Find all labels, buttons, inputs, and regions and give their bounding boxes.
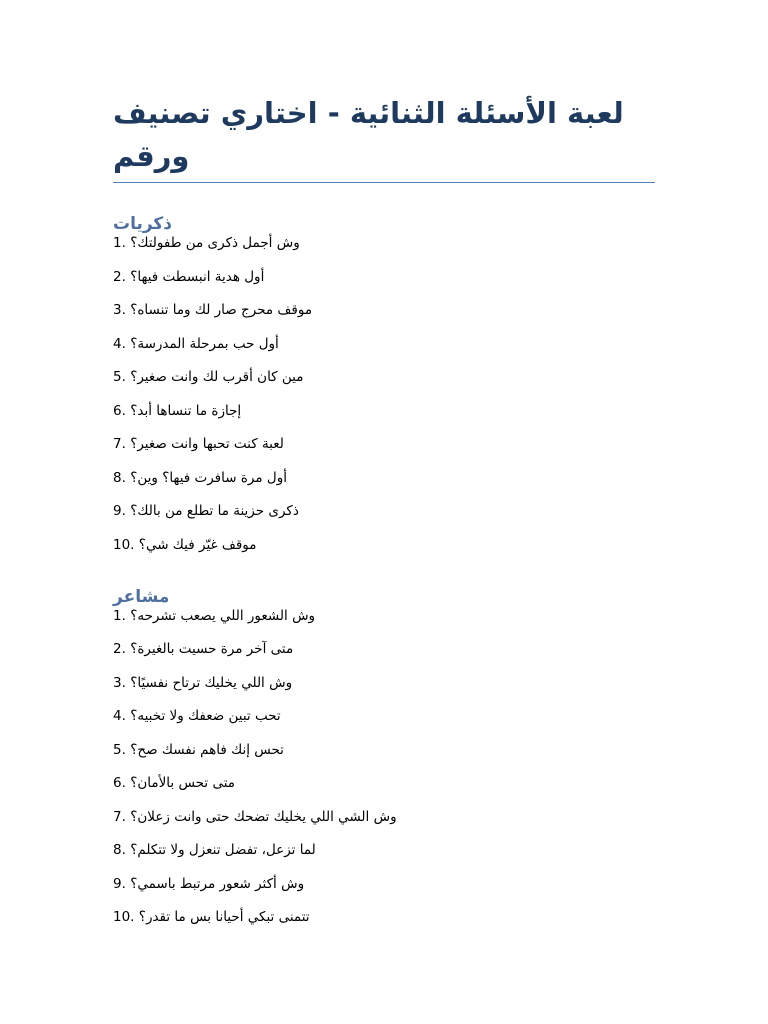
question-number: 1. — [113, 235, 126, 251]
list-item — [113, 336, 655, 353]
question-text: موقف محرج صار لك وما تنساه؟ — [130, 302, 313, 318]
list-item — [113, 436, 655, 453]
question-number: 9. — [113, 875, 126, 892]
question-text: لما تزعل، تفضل تنعزل ولا تتكلم؟ — [130, 842, 316, 858]
list-item — [113, 608, 655, 625]
question-number: 9. — [113, 503, 126, 519]
question-list — [113, 608, 655, 927]
question-text: لعبة كنت تحبها وانت صغير؟ — [130, 436, 284, 452]
question-text: أول مرة سافرت فيها؟ وين؟ — [130, 469, 287, 486]
question-text: وش أجمل ذكرى من طفولتك؟ — [130, 235, 300, 251]
question-number: 7. — [113, 436, 126, 452]
question-text: وش الشي اللي يخليك تضحك حتى وانت زعلان؟ — [130, 808, 397, 825]
question-text: مين كان أقرب لك وانت صغير؟ — [130, 369, 304, 385]
document-page — [113, 92, 655, 926]
list-item — [113, 809, 655, 826]
question-number: 1. — [113, 607, 126, 624]
question-number: 7. — [113, 808, 126, 825]
section-feelings — [113, 586, 655, 927]
question-text: موقف غيّر فيك شي؟ — [138, 536, 257, 553]
question-text: متى تحس بالأمان؟ — [130, 775, 236, 791]
list-item — [113, 403, 655, 420]
question-text: أول هدية انبسطت فيها؟ — [130, 268, 265, 285]
question-number: 4. — [113, 335, 126, 352]
question-number: 8. — [113, 469, 126, 486]
list-item — [113, 503, 655, 520]
list-item — [113, 775, 655, 792]
question-number: 2. — [113, 641, 126, 657]
question-text: وش اللي يخليك ترتاح نفسيًا؟ — [130, 674, 293, 691]
section-memories — [113, 213, 655, 554]
list-item — [113, 537, 655, 554]
question-number: 3. — [113, 674, 126, 691]
question-number: 8. — [113, 842, 126, 858]
section-heading: ذكريات — [113, 214, 173, 234]
question-number: 5. — [113, 741, 126, 758]
question-text: تحب تبين ضعفك ولا تخبيه؟ — [130, 708, 281, 724]
list-item — [113, 302, 655, 319]
section-heading: مشاعر — [113, 586, 170, 607]
list-item — [113, 742, 655, 759]
list-item — [113, 909, 655, 926]
list-item — [113, 235, 655, 252]
question-number: 10. — [113, 536, 135, 553]
question-text: أول حب بمرحلة المدرسة؟ — [130, 335, 279, 352]
question-number: 2. — [113, 268, 126, 285]
question-text: إجازة ما تنساها أبد؟ — [130, 402, 242, 419]
question-text: متى آخر مرة حسيت بالغيرة؟ — [130, 641, 294, 657]
question-number: 5. — [113, 369, 126, 385]
title-divider — [113, 182, 655, 183]
list-item — [113, 842, 655, 859]
question-number: 4. — [113, 708, 126, 724]
list-item — [113, 675, 655, 692]
list-item — [113, 369, 655, 386]
question-number: 3. — [113, 302, 126, 318]
question-text: تحس إنك فاهم نفسك صح؟ — [130, 741, 284, 758]
question-text: وش أكثر شعور مرتبط باسمي؟ — [130, 875, 305, 892]
question-number: 6. — [113, 402, 126, 419]
list-item — [113, 470, 655, 487]
question-list — [113, 235, 655, 554]
list-item — [113, 641, 655, 658]
question-text: وش الشعور اللي يصعب تشرحه؟ — [130, 607, 316, 624]
list-item — [113, 876, 655, 893]
document-title: لعبة الأسئلة الثنائية - اختاري تصنيف ورقم — [113, 96, 624, 173]
list-item — [113, 269, 655, 286]
list-item — [113, 708, 655, 725]
question-number: 10. — [113, 909, 135, 925]
question-text: ذكرى حزينة ما تطلع من بالك؟ — [130, 503, 299, 519]
question-text: تتمنى تبكي أحيانا بس ما تقدر؟ — [138, 909, 310, 925]
question-number: 6. — [113, 775, 126, 791]
